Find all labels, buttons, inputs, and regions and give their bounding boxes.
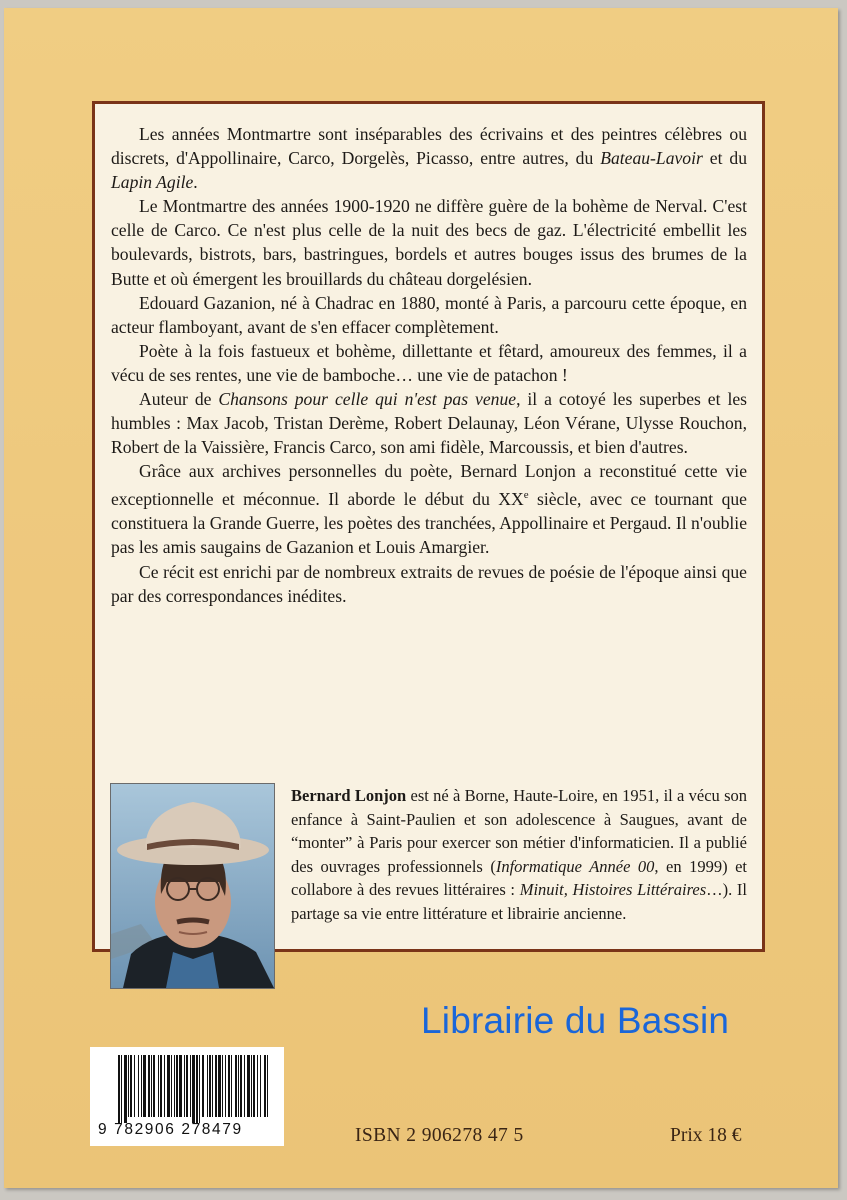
barcode-bar — [130, 1055, 132, 1117]
text-run: Bateau-Lavoir — [600, 148, 703, 169]
barcode-bar — [235, 1055, 237, 1117]
barcode-bar — [143, 1055, 146, 1117]
text-run: et du — [702, 148, 747, 169]
text-run: . — [193, 172, 198, 193]
barcode-bar — [179, 1055, 182, 1117]
barcode-bar — [171, 1055, 172, 1117]
barcode-bar — [186, 1055, 188, 1117]
text-run: , il a cotoyé les superbes et les humbles : Max Jacob, Tristan Derème, Robert Delaunay, Léon Vérane, Ulysse Rouchon, Robert de la Vaissière, Francis Carco, son ami fidèle, Marcoussis, et bien d'autres. — [111, 389, 748, 458]
barcode-bar — [134, 1055, 135, 1117]
barcode-bar — [209, 1055, 211, 1117]
summary-paragraph-1 — [111, 122, 747, 194]
text-run: Lapin Agile — [111, 172, 194, 193]
summary-paragraph-5 — [111, 387, 747, 459]
barcode-bar — [151, 1055, 152, 1117]
barcode-bar — [244, 1055, 245, 1117]
text-run: siècle, avec ce tournant que constituera la Grande Guerre, les poètes des tranchées, Appollinaire et Pergaud. Il n'oublie pas les amis saugains de Gazanion et Louis Amargier. — [111, 489, 747, 558]
barcode-bar — [247, 1055, 250, 1117]
barcode-digits: 9 782906 278479 — [98, 1121, 243, 1138]
barcode-bar — [267, 1055, 268, 1117]
barcode-bar — [199, 1055, 200, 1123]
text-run: …). Il partage sa vie entre littérature et librairie ancienne. — [291, 880, 748, 923]
isbn: ISBN 2 906278 47 5 — [355, 1125, 524, 1146]
bookseller-watermark: Librairie du Bassin — [421, 1000, 730, 1041]
barcode-bar — [218, 1055, 221, 1117]
barcode-bar — [167, 1055, 170, 1117]
barcode-bar — [128, 1055, 129, 1117]
barcode-bar — [212, 1055, 213, 1117]
text-run: Informatique Année 00 — [495, 856, 655, 876]
barcode-bar — [222, 1055, 223, 1117]
text-run: Auteur de — [139, 389, 219, 410]
barcode-bar — [257, 1055, 258, 1117]
barcode-bar — [202, 1055, 204, 1117]
text-run: , en 1999) et collabore à des revues littéraires : — [291, 856, 747, 900]
barcode-bar — [118, 1055, 120, 1123]
barcode-bar — [190, 1055, 191, 1117]
text-run: Chansons pour celle qui n'est pas venue — [218, 389, 517, 410]
barcode-bar — [260, 1055, 261, 1117]
barcode-bar — [196, 1055, 198, 1123]
text-run: e — [523, 489, 529, 502]
summary-paragraph-4: Poète à la fois fastueux et bohème, dillettante et fêtard, amoureux des femmes, il a vécu de ses rentes, une vie de bamboche… une vie de patachon ! — [111, 340, 747, 385]
text-run: Les années Montmartre sont inséparables des écrivains et des peintres célèbres ou discrets, d'Appollinaire, Carco, Dorgelès, Picasso, entre autres, du — [111, 124, 747, 169]
barcode-bar — [164, 1055, 165, 1117]
barcode-bar — [124, 1055, 127, 1123]
barcode-bar — [184, 1055, 185, 1117]
text-run: Grâce aux archives personnelles du poète, Bernard Lonjon a reconstitué cette vie exceptionnelle et méconnue. Il aborde le début du XX — [111, 461, 747, 510]
barcode-bar — [264, 1055, 266, 1117]
barcode-bar — [238, 1055, 239, 1117]
text-run: est né à Borne, Haute-Loire, en 1951, il a vécu son enfance à Saint-Paulien et son adolescence à Saugues, avant de “monter” à Paris pour exercer son métier d'informaticien. Il a publié des ouvrages professionnels ( — [291, 786, 747, 876]
text-run: Minuit, Histoires Littéraires — [519, 880, 707, 900]
barcode-bar — [148, 1055, 150, 1117]
price: Prix 18 € — [670, 1125, 742, 1146]
barcode-bar — [228, 1055, 230, 1117]
barcode-bar — [231, 1055, 232, 1117]
text-run: Bernard Lonjon — [291, 786, 407, 805]
author-bio — [291, 784, 747, 926]
barcode-bar — [138, 1055, 139, 1117]
author-photo — [110, 783, 275, 989]
barcode-bar — [225, 1055, 226, 1117]
barcode-bar — [251, 1055, 252, 1117]
barcode-bar — [240, 1055, 242, 1117]
barcode-bar — [192, 1055, 195, 1123]
barcode-bar — [158, 1055, 159, 1117]
barcode-bar — [207, 1055, 208, 1117]
summary-paragraph-6 — [111, 459, 747, 559]
summary-paragraph-2: Le Montmartre des années 1900-1920 ne diffère guère de la bohème de Nerval. C'est celle de Carco. Ce n'est plus celle de la nuit des becs de gaz. L'électricité embellit les boulevards, bistrots, bars, bastringues, bordels et autres bouges issus des brumes de la Butte et où émergent les brouillards du château dorgelésien. — [111, 196, 747, 289]
summary-paragraph-3: Edouard Gazanion, né à Chadrac en 1880, monté à Paris, a parcouru cette époque, en acteur flamboyant, avant de s'en effacer complètement. — [111, 292, 747, 337]
barcode-bar — [253, 1055, 255, 1117]
barcode-bar — [215, 1055, 217, 1117]
author-portrait-photo — [111, 784, 274, 988]
summary-paragraph-7: Ce récit est enrichi par de nombreux extraits de revues de poésie de l'époque ainsi que par des correspondances inédites. — [111, 561, 747, 606]
barcode-bar — [174, 1055, 175, 1117]
barcode-bar — [141, 1055, 142, 1117]
barcode-bar — [176, 1055, 178, 1117]
barcode — [90, 1047, 284, 1146]
barcode-bar — [121, 1055, 122, 1123]
barcode-bar — [153, 1055, 155, 1117]
barcode-bar — [160, 1055, 162, 1117]
summary-text — [111, 122, 747, 608]
